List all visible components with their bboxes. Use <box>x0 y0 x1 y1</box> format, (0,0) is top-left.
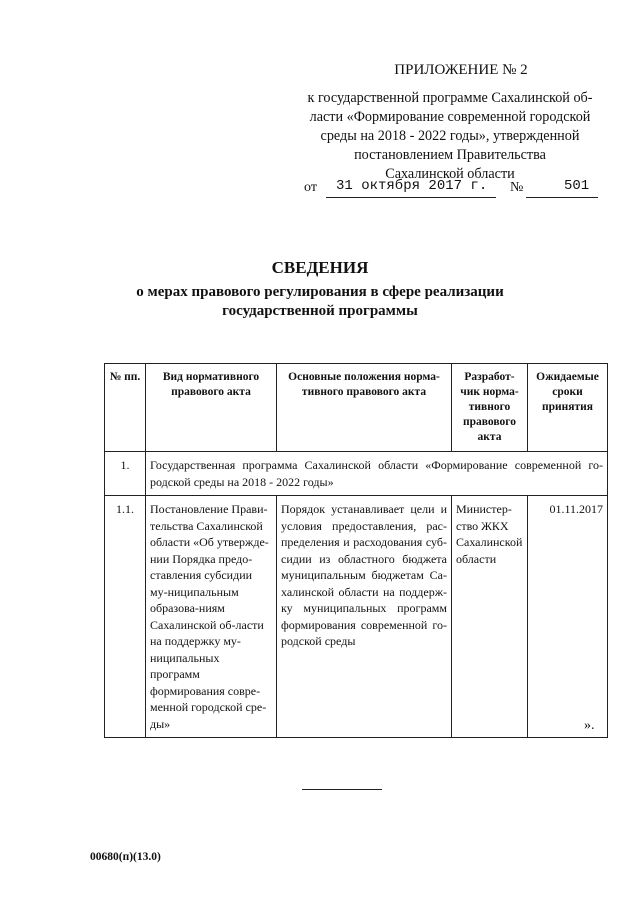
appendix-title: ПРИЛОЖЕНИЕ № 2 <box>394 62 528 78</box>
header-type: Вид нормативного правового акта <box>146 364 277 452</box>
document-subtitle <box>0 283 640 321</box>
row-deadline: 01.11.2017 <box>528 496 608 738</box>
approval-date: 31 октября 2017 г. <box>336 178 488 194</box>
header-num: № пп. <box>105 364 146 452</box>
footer-code: 00680(п)(13.0) <box>90 851 161 863</box>
approval-number: 501 <box>564 178 590 194</box>
appendix-line: среды на 2018 - 2022 годы», утвержденной <box>320 128 580 144</box>
appendix-line: к государственной программе Сахалинской об- <box>307 90 593 106</box>
subtitle-line: о мерах правового регулирования в сфере реализации <box>136 284 504 300</box>
header-developer: Разработ-чик норма-тивного правового акта <box>452 364 528 452</box>
section-title: Государственная программа Сахалинской области «Формирование современной го-родской среды на 2018 - 2022 годы» <box>146 452 608 496</box>
subtitle-line: государственной программы <box>222 303 418 319</box>
appendix-line: постановлением Правительства <box>354 147 546 163</box>
row-num: 1.1. <box>105 496 146 738</box>
number-underline <box>526 197 598 198</box>
table-section-row <box>105 452 608 496</box>
row-act-type: Постановление Прави-тельства Сахалинской области «Об утвержде-нии Порядка предо-ставления субсидии му-ниципальным образова-ниям Сахалинской об-ласти на поддержку му-ниципальных программ формирования совре-менной городской сре-ды» <box>146 496 277 738</box>
row-developer: Министер-ство ЖКХ Сахалинской области <box>452 496 528 738</box>
appendix-line: Сахалинской области <box>385 166 515 182</box>
row-provisions: Порядок устанавливает цели и условия предоставления, рас-пределения и расходования суб-сидии из областного бюджета муниципальным бюджетам Са-халинской области на поддерж-ку муниципальных программ формирования современной го-родской среды <box>277 496 452 738</box>
document-title: СВЕДЕНИЯ <box>271 258 369 277</box>
header-provisions: Основные положения норма-тивного правового акта <box>277 364 452 452</box>
number-prefix: № <box>510 180 524 195</box>
appendix-block <box>300 62 600 184</box>
date-prefix: от <box>304 180 317 195</box>
section-num: 1. <box>105 452 146 496</box>
table-row <box>105 496 608 738</box>
divider-line <box>302 789 382 790</box>
table-header-row <box>105 364 608 452</box>
date-underline <box>326 197 496 198</box>
legal-measures-table <box>104 363 608 738</box>
appendix-line: ласти «Формирование современной городской <box>309 109 591 125</box>
approval-date-number <box>304 177 604 201</box>
closing-quote: ». <box>584 718 595 733</box>
header-deadline: Ожидаемые сроки принятия <box>528 364 608 452</box>
